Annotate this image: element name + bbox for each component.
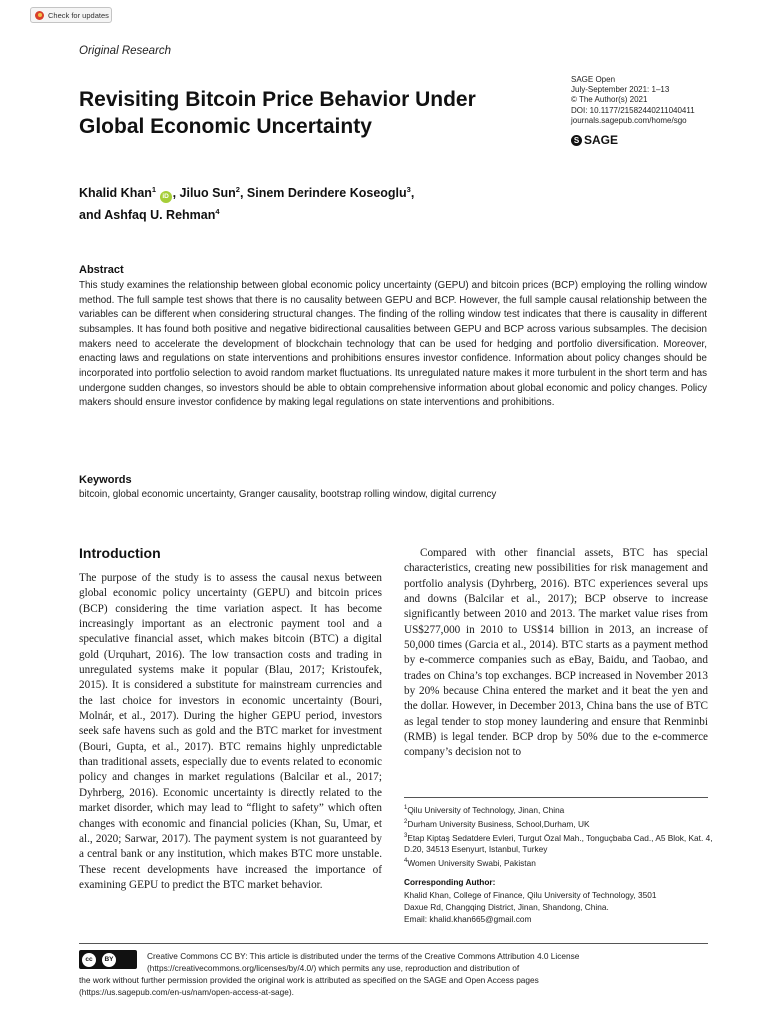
affiliation-marker: 3 [404,832,408,839]
affiliations [404,802,714,869]
author-affiliation-marker: 2 [235,185,240,194]
corresponding-author-details [404,889,656,925]
journal-name: SAGE Open [571,75,616,84]
author-affiliation-marker: 1 [151,185,157,194]
footnote-divider [404,797,708,798]
corresponding-author-line: Daxue Rd, Changqing District, Jinan, Shandong, China. [404,902,609,913]
license-line: Creative Commons CC BY: This article is distributed under the terms of the Creative Commons Attribution 4.0 License [147,951,580,961]
affiliation-text: Etap Kiptaş Sedatdere Evleri, Turgut Özal Mah., Tonguçbaba Cad., A5 Blok, Kat. 4, D.20, 34513 Esenyurt, Istanbul, Turkey [404,832,713,855]
introduction-left-column: The purpose of the study is to assess the causal nexus between global economic policy uncertainty (GEPU) and bitcoin prices (BCP) considering the time variation aspect. It has become increasingly important as an electronic payment tool and a speculative financial asset, which makes bitcoin (BTC) a digital gold (Urquhart, 2016). The low transaction costs and trading in unregulated systems make it popular (Blau, 2017; Kristoufek, 2015). It is considered a substitute for mainstream currencies and the last choice for investors in economic uncertainty (Bouri, Molnár, et al., 2017). During the higher GEPU period, investors seek safe havens such as gold and the BTC market for investment (Bouri, Gupta, et al., 2017). BTC remains highly unpredictable than traditional assets, especially due to events related to economic policy and changes in market regulations (Balcilar et al., 2017; Dyhrberg, 2016). Economic uncertainty is directly related to the market disorder, which may lead to “flight to safety” which often changes with economic and financial policies (Khan, Su, Umar, et al., 2020; Sarwar, 2017). The payment system is not guaranteed by a central bank or any institution, which makes BTC more unstable. These recent developments have increased the importance of examining GEPU to predict the BTC market behavior. [79,572,382,891]
affiliation-marker: 2 [404,818,408,825]
check-for-updates-label: Check for updates [48,10,109,20]
author-name: Khalid Khan [79,186,152,201]
corresponding-author-heading: Corresponding Author: [404,877,496,887]
author-separator: , [410,186,415,201]
license-text [79,950,709,998]
corresponding-author-email[interactable]: Email: khalid.khan665@gmail.com [404,914,532,925]
license-url[interactable]: (https://us.sagepub.com/en-us/nam/open-access-at-sage). [79,987,294,998]
abstract-heading: Abstract [79,264,124,276]
orcid-icon[interactable]: iD [160,191,172,203]
journal-info [571,75,695,126]
affiliation-item [404,855,714,869]
author-name: and Ashfaq U. Rehman [79,208,216,223]
author-name: , Sinem Derindere Koseoglu [239,186,407,201]
affiliation-text: Qilu University of Technology, Jinan, China [407,804,565,815]
affiliation-item [404,830,714,856]
keywords-heading: Keywords [79,474,132,486]
article-type-label: Original Research [79,45,172,57]
journal-url[interactable]: journals.sagepub.com/home/sgo [571,115,687,125]
cc-icon: cc [82,953,96,967]
journal-issue: July-September 2021: 1–13 [571,85,670,95]
sage-logo [571,133,618,147]
license-url[interactable]: (https://creativecommons.org/licenses/by/4.0/) which permits any use, reproduction and distribution of [147,963,520,974]
abstract-text: This study examines the relationship between global economic policy uncertainty (GEPU) and bitcoin prices (BCP) employing the rolling window method. The full sample test shows that there is no causality between GEPU and BCP. However, the full sample causal relationship between the variables can be different when considering structural changes. The finding of the rolling window test indicates that there is causality in different subsamples. It has found both positive and negative bidirectional causalities between GEPU and BCP across various subsamples. The decision makers need to accelerate the development of blockchain technology that can be used for hedging and portfolio diversification. Moreover, enacting laws and regulations on state interventions and prohibitions ensures investor confidence. Information about policy changes should be incorporated into portfolio selection to avoid random market fluctuations. Its unregulated nature makes it more turbulent in the short term and has undergone sudden changes, so investors should be able to obtain comprehensive information about global economic and policy changes. Policy makers should ensure investor confidence by making legal regulations on state interventions and prohibitions. [79,280,707,409]
author-affiliation-marker: 4 [215,207,220,217]
affiliation-marker: 1 [404,805,408,811]
sage-s-icon: S [571,135,582,146]
check-for-updates-badge[interactable] [30,7,112,23]
paper-title: Revisiting Bitcoin Price Behavior Under Global Economic Uncertainty [79,88,476,138]
affiliation-item [404,802,714,816]
sage-logo-text: SAGE [584,133,619,147]
author-list [79,181,499,224]
update-icon [35,11,44,20]
introduction-heading: Introduction [79,545,161,561]
author-name: , Jiluo Sun [172,186,236,201]
corresponding-author-line: Khalid Khan, College of Finance, Qilu University of Technology, 3501 [404,890,657,900]
author-affiliation-marker: 3 [406,185,411,194]
affiliation-marker: 4 [404,858,408,865]
introduction-right-column: Compared with other financial assets, BTC has special characteristics, creating new possibilities for risk management and portfolio analysis (Dyhrberg, 2016). BTC experiences several ups and downs (Balcilar et al., 2017); BCP observe to increase significantly between 2010 and 2013. The market value rises from US$277,000 in 2010 to US$14 billion in 2013, an increase of 50,000 times (Garcia et al., 2014). BTC starts as a payment method by e-commerce companies such as eBay, Baidu, and Taobao, and trades on China’s top exchanges. BCP increased in November 2013 by 20% because China entered the market and it beat the yen and the dollar. However, in December 2013, China bans the use of BTC as legal tender to stop money laundering and ensure that Renminbi (RMB) is legal tender. BCP drop by 50% due to the e-commerce company’s decision not to [404,547,708,759]
copyright: © The Author(s) 2021 [571,95,648,105]
by-icon: BY [102,953,116,967]
doi[interactable]: DOI: 10.1177/21582440211040411 [571,105,695,115]
affiliation-text: Women University Swabi, Pakistan [407,858,536,869]
affiliation-item [404,816,714,830]
license-divider [79,943,708,944]
license-line: the work without further permission provided the original work is attributed as specified on the SAGE and Open Access pages [79,975,539,986]
keywords-text: bitcoin, global economic uncertainty, Granger causality, bootstrap rolling window, digital currency [79,489,497,500]
affiliation-text: Durham University Business, School,Durham, UK [407,818,590,829]
